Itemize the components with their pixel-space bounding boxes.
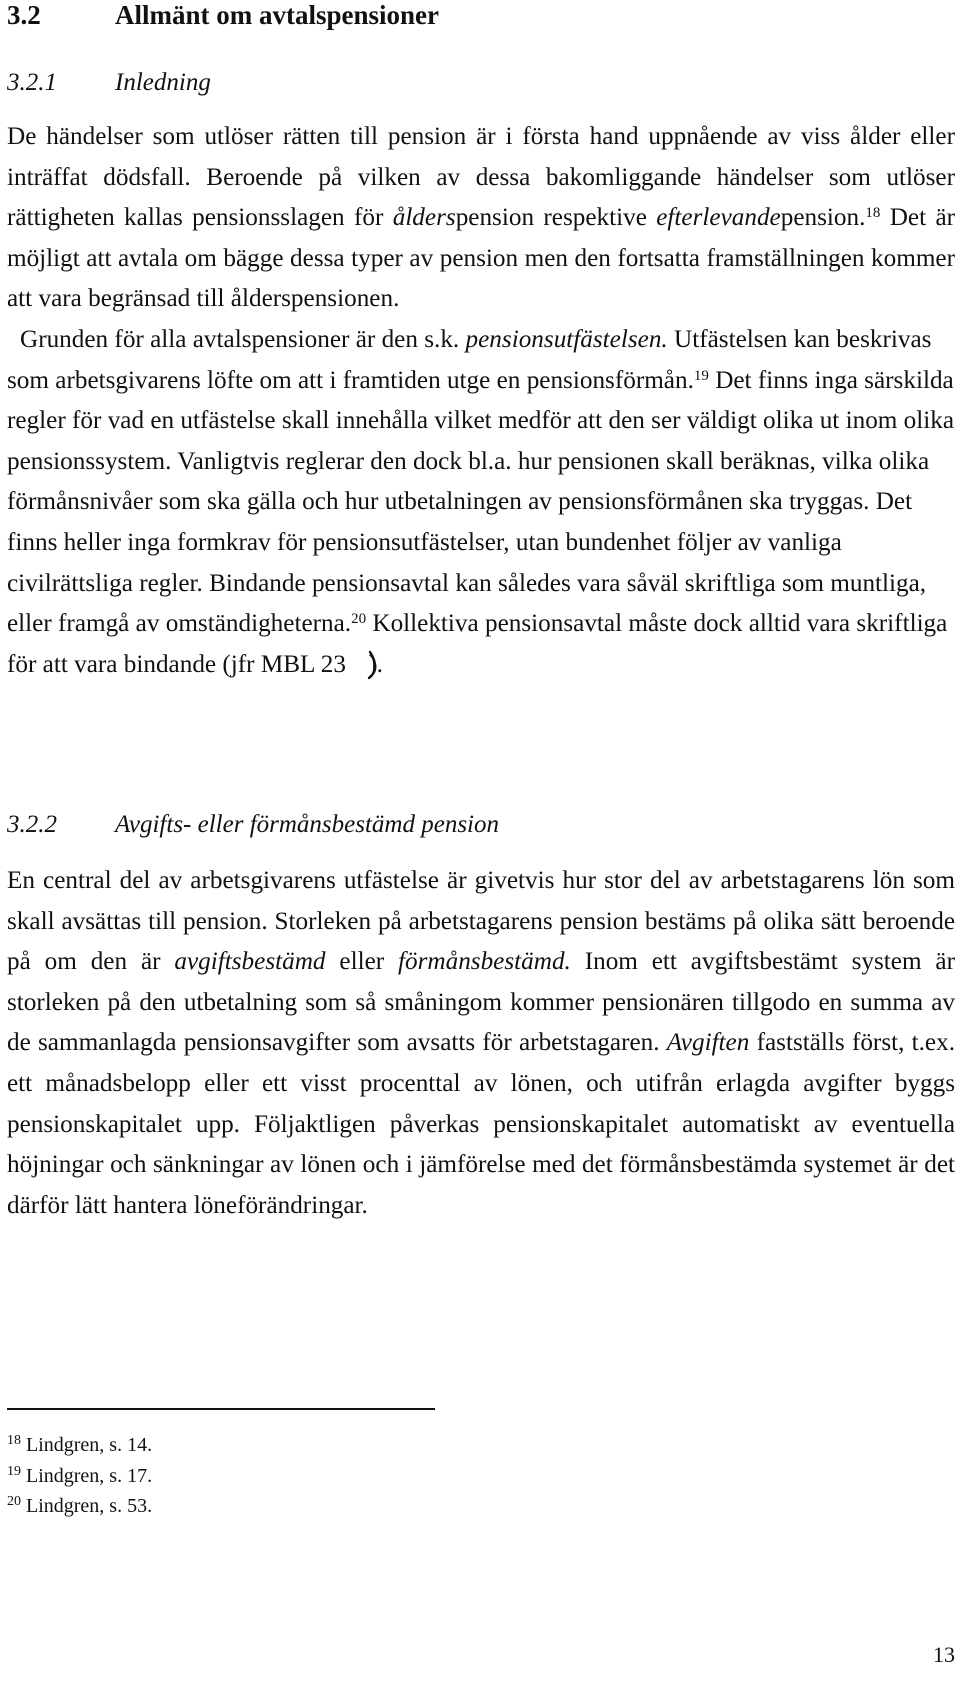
section-heading: [7, 0, 439, 30]
footnote-19: [7, 1461, 152, 1492]
footnotes: [7, 1430, 152, 1522]
footnote-number: 18: [7, 1433, 21, 1448]
inledning-body: [7, 117, 955, 685]
footnote-separator: [7, 1408, 435, 1410]
subsection-heading-inledning: [7, 68, 211, 98]
subsection-title: Inledning: [115, 69, 211, 96]
footnote-text: Lindgren, s. 53.: [21, 1495, 153, 1517]
subsection-title: Avgifts- eller förmånsbestämd pension: [115, 811, 499, 838]
footnote-number: 20: [7, 1494, 21, 1509]
footnote-18: [7, 1430, 152, 1461]
section-number: 3.2: [7, 0, 41, 30]
avgifts-body: [7, 861, 955, 1226]
subsection-number: 3.2.1: [7, 69, 57, 96]
section-sign-icon: [352, 650, 368, 680]
footnote-ref-20[interactable]: 20: [351, 611, 367, 628]
section-title: Allmänt om avtalspensioner: [115, 0, 439, 30]
footnote-20: [7, 1491, 152, 1522]
page-number: 13: [933, 1642, 955, 1667]
paragraph-event-types: De händelser som utlöser rätten till pension är i första hand uppnående av viss ålder eller inträffat dödsfall. Beroende på vilken av dessa bakomliggande händelser som utlöser rättigheten kallas pensionsslagen för ålderspension respektive efterlevandepension.$^{18}$ Det är möjligt att avtala om bägge dessa typer av pension men den fortsatta framställningen kommer att vara begränsad till ålderspensionen.: [7, 123, 956, 313]
subsection-number: 3.2.2: [7, 811, 57, 838]
footnote-text: Lindgren, s. 17.: [21, 1464, 153, 1487]
paragraph-pension-promise: Grunden för alla avtalspensioner är den s.k. pensionsutfästelsen. Utfästelsen kan beskrivas som arbetsgivarens löfte om att i framtiden utge en pensionsförmån.$^{19}$ Det finns inga särskilda regler för vad en utfästelse skall innehålla vilket medför att den ser väldigt olika ut inom olika pensionssystem. Vanligtvis reglerar den dock bl.a. hur pensionen skall beräknas, vilka olika förmånsnivåer som ska gälla och hur utbetalningen av pensionsförmånen ska tryggas. Det finns heller inga formkrav för pensionsutfästelser, utan bundenhet följer av vanliga civilrättsliga regler. Bindande pensionsavtal kan således vara såväl skriftliga som muntliga, eller framgå av omständigheterna.$^{20}$ Kollektiva pensionsavtal måste dock alltid vara skriftliga för att vara bindande (jfr MBL 23 ).: [7, 325, 955, 678]
subsection-heading-avgifts: [7, 810, 499, 840]
footnote-ref-19[interactable]: 19: [693, 367, 709, 384]
footnote-ref-18[interactable]: 18: [865, 205, 881, 222]
paragraph-defined-contribution: En central del av arbetsgivarens utfästelse är givetvis hur stor del av arbetstagarens lön som skall avsättas till pension. Storleken på arbetstagarens pension bestäms på olika sätt beroende på om den är avgiftsbestämd eller förmånsbestämd. Inom ett avgiftsbestämt system är storleken på den utbetalning som så småningom kommer pensionären tillgodo en summa av de sammanlagda pensionsavgifter som avsatts för arbetstagaren. Avgiften fastställs först, t.ex. ett månadsbelopp eller ett visst procenttal av lönen, och utifrån erlagda avgifter byggs pensionskapitalet upp. Följaktligen påverkas pensionskapitalet automatiskt av eventuella höjningar och sänkningar av lönen och i jämförelse med det förmånsbestämda systemet är det därför lätt hantera löneförändringar.: [7, 867, 956, 1219]
footnote-text: Lindgren, s. 14.: [21, 1434, 153, 1456]
footnote-number: 19: [7, 1463, 21, 1479]
